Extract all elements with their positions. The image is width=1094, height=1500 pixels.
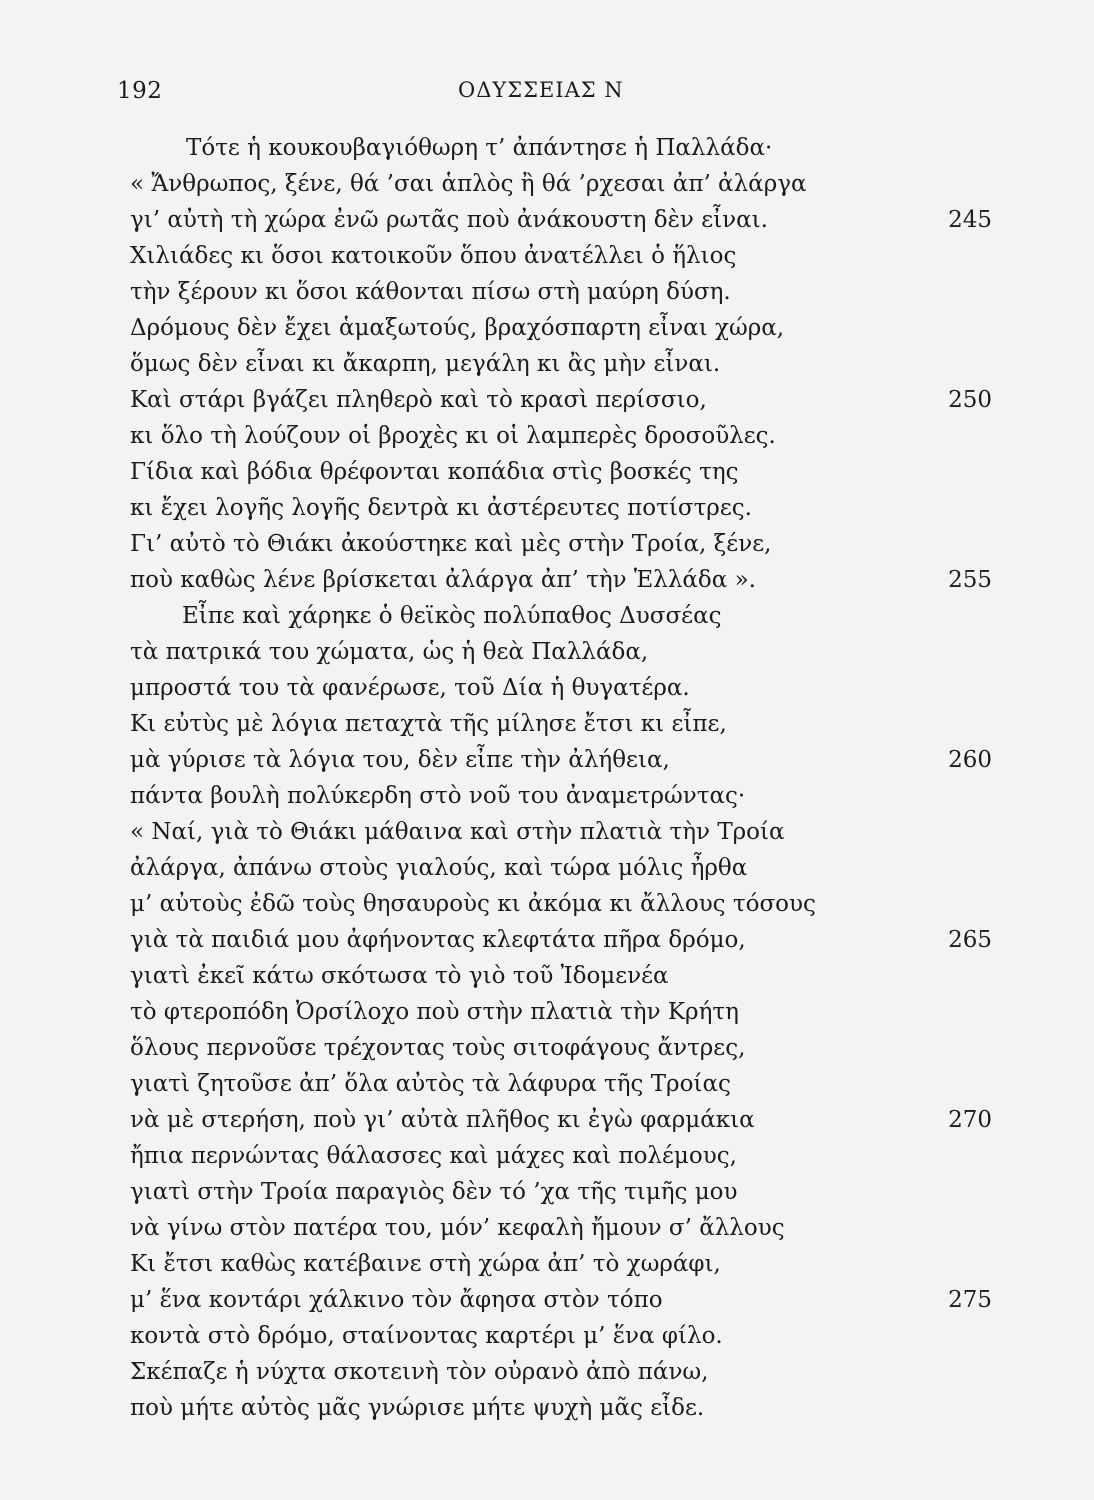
verse-line — [130, 526, 1010, 562]
verse-line — [130, 490, 1010, 526]
verse-text: Εἶπε καὶ χάρηκε ὁ θεϊκὸς πολύπαθος Δυσσέας — [182, 603, 722, 629]
verse-line — [130, 706, 1010, 742]
verse-text: κι ἔχει λογῆς λογῆς δεντρὰ κι ἀστέρευτες ποτίστρες. — [130, 495, 752, 521]
verse-line — [130, 346, 1010, 382]
verse-text: πάντα βουλὴ πολύκερδη στὸ νοῦ του ἀναμετρώντας· — [130, 783, 746, 809]
verse-line — [130, 778, 1010, 814]
page-header — [0, 72, 1094, 112]
verse-line — [130, 958, 1010, 994]
verse-line — [130, 742, 1010, 778]
verse-text: Γι’ αὐτὸ τὸ Θιάκι ἀκούστηκε καὶ μὲς στὴν Τροία, ξένε, — [130, 531, 772, 557]
running-title: ΟΔΥΣΣΕΙΑΣ Ν — [458, 78, 624, 102]
verse-line — [130, 238, 1010, 274]
verse-line — [130, 1138, 1010, 1174]
verse-text: ἀλάργα, ἀπάνω στοὺς γιαλούς, καὶ τώρα μόλις ἦρθα — [130, 855, 748, 881]
verse-text: νὰ μὲ στερήση, ποὺ γι’ αὐτὰ πλῆθος κι ἐγὼ φαρμάκια — [130, 1107, 755, 1133]
verse-line — [130, 1282, 1010, 1318]
verse-text: μ’ ἕνα κοντάρι χάλκινο τὸν ἄφησα στὸν τόπο — [130, 1287, 663, 1313]
verse-text: « Ναί, γιὰ τὸ Θιάκι μάθαινα καὶ στὴν πλατιὰ τὴν Τροία — [130, 819, 785, 845]
verse-line — [130, 1210, 1010, 1246]
verse-text: γιατὶ ζητοῦσε ἀπ’ ὅλα αὐτὸς τὰ λάφυρα τῆς Τροίας — [130, 1071, 731, 1097]
verse-text: τὸ φτεροπόδη Ὀρσίλοχο ποὺ στὴν πλατιὰ τὴν Κρήτη — [130, 999, 739, 1025]
line-number: 250 — [948, 387, 992, 413]
verse-text: κοντὰ στὸ δρόμο, σταίνοντας καρτέρι μ’ ἕνα φίλο. — [130, 1323, 723, 1349]
verse-text: γιὰ τὰ παιδιά μου ἀφήνοντας κλεφτάτα πῆρα δρόμο, — [130, 927, 746, 953]
verse-line — [130, 418, 1010, 454]
poem-text — [130, 130, 1010, 1426]
line-number: 270 — [948, 1107, 992, 1133]
verse-text: ὅλους περνοῦσε τρέχοντας τοὺς σιτοφάγους ἄντρες, — [130, 1035, 746, 1061]
line-number: 255 — [948, 567, 992, 593]
verse-text: μ’ αὐτοὺς ἐδῶ τοὺς θησαυροὺς κι ἀκόμα κι ἄλλους τόσους — [130, 891, 816, 917]
verse-text: Κι εὐτὺς μὲ λόγια πεταχτὰ τῆς μίλησε ἔτσι κι εἶπε, — [130, 711, 727, 737]
verse-text: ὅμως δὲν εἶναι κι ἄκαρπη, μεγάλη κι ἂς μὴν εἶναι. — [130, 351, 721, 377]
line-number: 275 — [948, 1287, 992, 1313]
verse-text: Χιλιάδες κι ὅσοι κατοικοῦν ὅπου ἀνατέλλει ὁ ἥλιος — [130, 243, 737, 269]
verse-line — [130, 814, 1010, 850]
line-number: 265 — [948, 927, 992, 953]
verse-line — [130, 922, 1010, 958]
verse-text: τὴν ξέρουν κι ὅσοι κάθονται πίσω στὴ μαύρη δύση. — [130, 279, 731, 305]
verse-line — [130, 1246, 1010, 1282]
verse-line — [130, 130, 1010, 166]
verse-line — [130, 166, 1010, 202]
verse-line — [130, 1030, 1010, 1066]
verse-text: « Ἄνθρωπος, ξένε, θά ’σαι ἁπλὸς ἢ θά ’ρχεσαι ἀπ’ ἀλάργα — [130, 171, 807, 197]
verse-text: Τότε ἡ κουκουβαγιόθωρη τ’ ἀπάντησε ἡ Παλλάδα· — [186, 135, 773, 161]
verse-line — [130, 274, 1010, 310]
verse-line — [130, 1354, 1010, 1390]
verse-text: ἤπια περνώντας θάλασσες καὶ μάχες καὶ πολέμους, — [130, 1143, 737, 1169]
verse-line — [130, 634, 1010, 670]
verse-line — [130, 670, 1010, 706]
verse-text: μὰ γύρισε τὰ λόγια του, δὲν εἶπε τὴν ἀλήθεια, — [130, 747, 670, 773]
line-number: 260 — [948, 747, 992, 773]
verse-line — [130, 382, 1010, 418]
verse-line — [130, 994, 1010, 1030]
verse-text: Σκέπαζε ἡ νύχτα σκοτεινὴ τὸν οὐρανὸ ἀπὸ πάνω, — [130, 1359, 709, 1385]
verse-text: γιατὶ στὴν Τροία παραγιὸς δὲν τό ’χα τῆς τιμῆς μου — [130, 1179, 738, 1205]
verse-line — [130, 1318, 1010, 1354]
verse-line — [130, 1390, 1010, 1426]
verse-line — [130, 562, 1010, 598]
verse-line — [130, 1174, 1010, 1210]
verse-text: ποὺ καθὼς λένε βρίσκεται ἀλάργα ἀπ’ τὴν Ἑλλάδα ». — [130, 567, 756, 593]
verse-line — [130, 1102, 1010, 1138]
verse-line — [130, 310, 1010, 346]
line-number: 245 — [948, 207, 992, 233]
verse-text: τὰ πατρικά του χώματα, ὡς ἡ θεὰ Παλλάδα, — [130, 639, 649, 665]
verse-line — [130, 598, 1010, 634]
verse-line — [130, 454, 1010, 490]
verse-line — [130, 850, 1010, 886]
verse-text: Γίδια καὶ βόδια θρέφονται κοπάδια στὶς βοσκές της — [130, 459, 739, 485]
verse-text: γιατὶ ἐκεῖ κάτω σκότωσα τὸ γιὸ τοῦ Ἰδομενέα — [130, 963, 669, 989]
verse-text: νὰ γίνω στὸν πατέρα του, μόν’ κεφαλὴ ἤμουν σ’ ἄλλους — [130, 1215, 785, 1241]
verse-line — [130, 202, 1010, 238]
verse-text: Δρόμους δὲν ἔχει ἁμαξωτούς, βραχόσπαρτη εἶναι χώρα, — [130, 315, 785, 341]
verse-text: μπροστά του τὰ φανέρωσε, τοῦ Δία ἡ θυγατέρα. — [130, 675, 690, 701]
verse-text: ποὺ μήτε αὐτὸς μᾶς γνώρισε μήτε ψυχὴ μᾶς εἶδε. — [130, 1395, 705, 1421]
verse-text: κι ὅλο τὴ λούζουν οἱ βροχὲς κι οἱ λαμπερὲς δροσοῦλες. — [130, 423, 776, 449]
verse-text: γι’ αὐτὴ τὴ χώρα ἐνῶ ρωτᾶς ποὺ ἀνάκουστη δὲν εἶναι. — [130, 207, 768, 233]
verse-line — [130, 886, 1010, 922]
verse-text: Κι ἔτσι καθὼς κατέβαινε στὴ χώρα ἀπ’ τὸ χωράφι, — [130, 1251, 721, 1277]
verse-line — [130, 1066, 1010, 1102]
page-number: 192 — [117, 78, 163, 104]
verse-text: Καὶ στάρι βγάζει πληθερὸ καὶ τὸ κρασὶ περίσσιο, — [130, 387, 707, 413]
